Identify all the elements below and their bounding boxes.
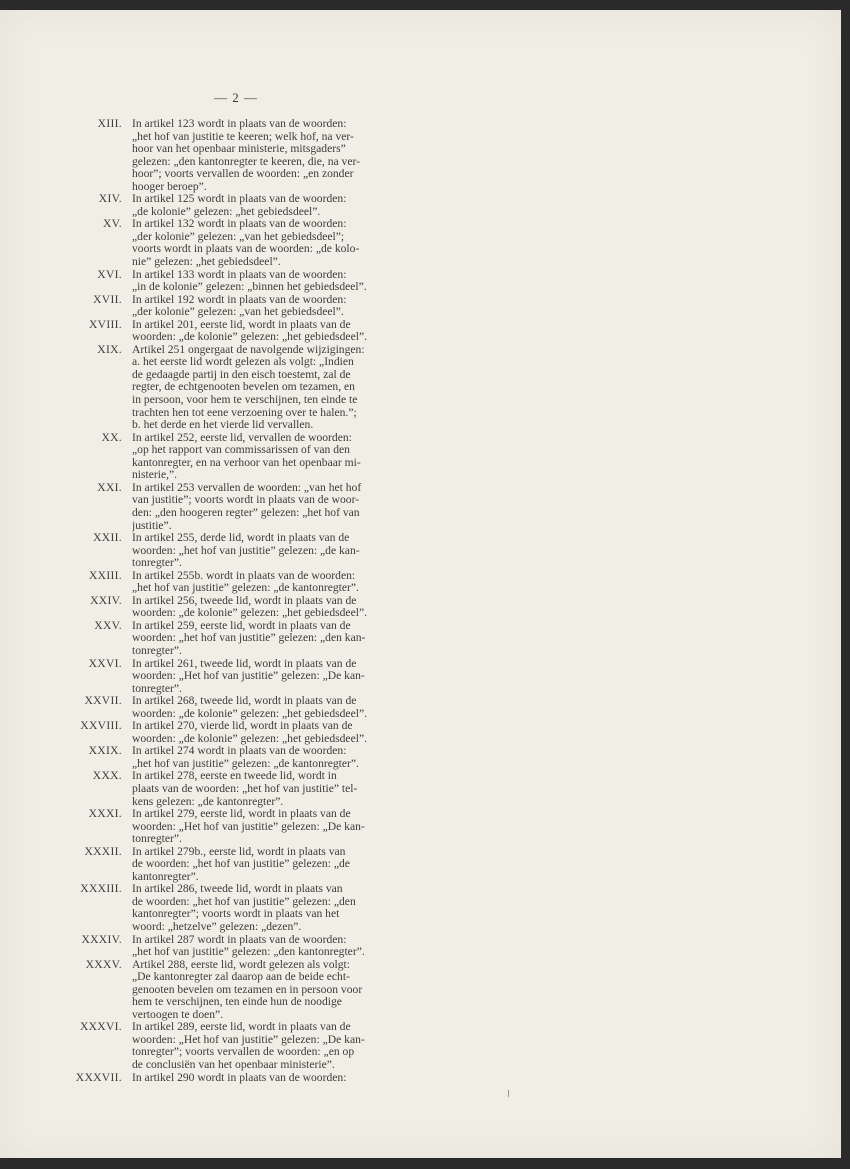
article-entry <box>60 883 420 933</box>
article-line: In artikel 253 vervallen de woorden: „van het hof <box>132 481 362 494</box>
article-line: gelezen: „den kantonregter te keeren, die, na ver- <box>132 155 360 168</box>
article-text <box>132 808 420 846</box>
article-text <box>132 934 420 959</box>
article-line: In artikel 255, derde lid, wordt in plaats van de <box>132 532 350 545</box>
article-text <box>132 532 420 570</box>
article-number: XXIII. <box>88 568 122 582</box>
article-entry <box>60 1021 420 1071</box>
article-line: tonregter”. <box>132 833 182 846</box>
article-line: In artikel 252, eerste lid, vervallen de woorden: <box>132 431 352 444</box>
article-number: XV. <box>102 217 122 231</box>
article-entry <box>60 218 420 268</box>
article-line: „het hof van justitie te keeren; welk hof, na ver- <box>132 130 354 143</box>
article-text <box>132 218 420 268</box>
article-entry <box>60 193 420 218</box>
article-line: „het hof van justitie” gelezen: „de kantonregter”. <box>132 757 359 770</box>
article-line: Artikel 288, eerste lid, wordt gelezen als volgt: <box>132 958 350 971</box>
article-line: In artikel 278, eerste en tweede lid, wordt in <box>132 770 337 783</box>
article-line: woorden: „het hof van justitie” gelezen: „de kan- <box>132 544 360 557</box>
article-line: „op het rapport van commissarissen of van den <box>132 444 350 457</box>
article-line: regter, de echtgenooten bevelen om tezamen, en <box>132 381 355 394</box>
article-list <box>60 118 420 1084</box>
article-entry <box>60 770 420 808</box>
article-line: nie” gelezen: „het gebiedsdeel”. <box>132 256 281 269</box>
article-text <box>132 319 420 344</box>
article-number: XVIII. <box>88 317 122 331</box>
article-number: XXXI. <box>88 807 122 821</box>
article-line: genooten bevelen om tezamen en in persoon voor <box>132 983 363 996</box>
article-entry <box>60 294 420 319</box>
article-line: In artikel 279b., eerste lid, wordt in plaats van <box>132 845 346 858</box>
article-line: „in de kolonie” gelezen: „binnen het gebiedsdeel”. <box>132 281 367 294</box>
article-entry <box>60 319 420 344</box>
article-entry <box>60 745 420 770</box>
article-entry <box>60 432 420 482</box>
article-entry <box>60 695 420 720</box>
article-line: de gedaagde partij in den eisch toestemt, zal de <box>132 368 351 381</box>
article-line: vertoogen te doen”. <box>132 1008 224 1021</box>
article-text <box>132 620 420 658</box>
article-text <box>132 432 420 482</box>
article-entry <box>60 620 420 658</box>
article-text <box>132 846 420 884</box>
article-line: de conclusiën van het openbaar ministerie”. <box>132 1059 335 1072</box>
article-line: kantonregter”; voorts wordt in plaats van het <box>132 908 340 921</box>
article-line: „De kantonregter zal daarop aan de beide echt- <box>132 971 350 984</box>
article-text <box>132 269 420 294</box>
article-number: XIX. <box>97 342 122 356</box>
article-line: in persoon, voor hem te verschijnen, ten einde te <box>132 394 358 407</box>
article-line: tonregter”. <box>132 682 182 695</box>
article-line: tonregter”; voorts vervallen de woorden: „en op <box>132 1046 355 1059</box>
article-line: kens gelezen: „de kantonregter”. <box>132 795 284 808</box>
article-line: justitie”. <box>132 519 172 532</box>
article-line: hooger beroep”. <box>132 180 207 193</box>
article-line: In artikel 268, tweede lid, wordt in plaats van de <box>132 695 357 708</box>
article-text <box>132 695 420 720</box>
document-page <box>0 10 841 1158</box>
article-number: XXXVI. <box>79 1020 122 1034</box>
article-number: XXIV. <box>90 593 122 607</box>
article-number: XXXVII. <box>75 1070 122 1084</box>
article-line: plaats van de woorden: „het hof van justitie” tel- <box>132 782 358 795</box>
article-text <box>132 770 420 808</box>
article-line: In artikel 270, vierde lid, wordt in plaats van de <box>132 720 353 733</box>
article-line: In artikel 289, eerste lid, wordt in plaats van de <box>132 1021 351 1034</box>
article-entry <box>60 570 420 595</box>
article-line: In artikel 259, eerste lid, wordt in plaats van de <box>132 619 351 632</box>
article-line: woorden: „het hof van justitie” gelezen: „den kan- <box>132 632 366 645</box>
article-line: In artikel 274 wordt in plaats van de woorden: <box>132 745 347 758</box>
article-line: de woorden: „het hof van justitie” gelezen: „de <box>132 858 350 871</box>
article-entry <box>60 595 420 620</box>
article-line: In artikel 133 wordt in plaats van de woorden: <box>132 268 347 281</box>
article-line: In artikel 256, tweede lid, wordt in plaats van de <box>132 594 357 607</box>
article-entry <box>60 720 420 745</box>
article-line: trachten hen tot eene verzoening over te halen.”; <box>132 406 357 419</box>
article-number: XXXV. <box>85 957 122 971</box>
article-entry <box>60 532 420 570</box>
article-number: XXIX. <box>88 744 122 758</box>
article-text <box>132 959 420 1022</box>
article-text <box>132 1072 420 1085</box>
article-entry <box>60 269 420 294</box>
article-line: voorts wordt in plaats van de woorden: „de kolo- <box>132 243 360 256</box>
article-entry <box>60 959 420 1022</box>
article-entry <box>60 482 420 532</box>
article-number: XXII. <box>93 531 122 545</box>
article-number: XX. <box>101 430 122 444</box>
article-line: In artikel 201, eerste lid, wordt in plaats van de <box>132 318 351 331</box>
article-number: XXVIII. <box>80 719 122 733</box>
article-text <box>132 294 420 319</box>
article-number: XXXIII. <box>80 882 122 896</box>
article-line: b. het derde en het vierde lid vervallen. <box>132 419 314 432</box>
article-entry <box>60 1072 420 1085</box>
article-number: XVII. <box>93 292 122 306</box>
article-line: „der kolonie” gelezen: „van het gebiedsdeel”; <box>132 230 345 243</box>
article-entry <box>60 658 420 696</box>
article-number: XIV. <box>98 192 122 206</box>
article-line: In artikel 192 wordt in plaats van de woorden: <box>132 293 347 306</box>
article-line: de woorden: „het hof van justitie” gelezen: „den <box>132 895 356 908</box>
article-line: In artikel 123 wordt in plaats van de woorden: <box>132 118 347 130</box>
article-line: woorden: „de kolonie” gelezen: „het gebiedsdeel”. <box>132 732 367 745</box>
article-line: In artikel 255b. wordt in plaats van de woorden: <box>132 569 356 582</box>
article-number: XXX. <box>92 769 122 783</box>
article-line: woorden: „de kolonie” gelezen: „het gebiedsdeel”. <box>132 607 367 620</box>
article-line: van justitie”; voorts wordt in plaats van de woor- <box>132 494 360 507</box>
article-line: woorden: „Het hof van justitie” gelezen: „De kan- <box>132 1033 365 1046</box>
article-line: In artikel 286, tweede lid, wordt in plaats van <box>132 883 343 896</box>
article-line: Artikel 251 ongergaat de navolgende wijzigingen: <box>132 343 365 356</box>
article-line: woorden: „de kolonie” gelezen: „het gebiedsdeel”. <box>132 707 367 720</box>
article-text <box>132 482 420 532</box>
article-number: XXVII. <box>84 694 122 708</box>
article-line: In artikel 125 wordt in plaats van de woorden: <box>132 193 347 206</box>
article-line: hoor van het openbaar ministerie, mitsgaders” <box>132 143 346 156</box>
article-line: hoor”; voorts vervallen de woorden: „en zonder <box>132 168 354 181</box>
article-text <box>132 883 420 933</box>
article-line: „het hof van justitie” gelezen: „den kantonregter”. <box>132 946 365 959</box>
article-line: kantonregter”. <box>132 870 199 883</box>
article-line: In artikel 290 wordt in plaats van de woorden: <box>132 1071 347 1084</box>
article-line: In artikel 279, eerste lid, wordt in plaats van de <box>132 808 351 821</box>
article-line: kantonregter, en na verhoor van het openbaar mi- <box>132 456 361 469</box>
article-text <box>132 118 420 193</box>
article-number: XXVI. <box>88 656 122 670</box>
article-number: XXXIV. <box>81 932 122 946</box>
article-entry <box>60 934 420 959</box>
article-line: In artikel 287 wordt in plaats van de woorden: <box>132 933 347 946</box>
article-number: XIII. <box>97 117 122 130</box>
article-text <box>132 570 420 595</box>
article-line: a. het eerste lid wordt gelezen als volgt: „Indien <box>132 356 354 369</box>
article-line: woorden: „Het hof van justitie” gelezen: „De kan- <box>132 820 365 833</box>
article-line: nisterie,”. <box>132 469 178 482</box>
article-number: XXV. <box>94 618 122 632</box>
article-text <box>132 745 420 770</box>
article-text <box>132 720 420 745</box>
article-entry <box>60 808 420 846</box>
article-line: tonregter”. <box>132 557 182 570</box>
article-line: hem te verschijnen, ten einde hun de noodige <box>132 996 342 1009</box>
article-text <box>132 344 420 432</box>
article-line: woord: „hetzelve” gelezen: „dezen”. <box>132 921 302 933</box>
article-text <box>132 658 420 696</box>
article-line: den: „den hoogeren regter” gelezen: „het hof van <box>132 506 360 519</box>
article-text <box>132 193 420 218</box>
page-number: — 2 — <box>214 90 258 105</box>
article-line: woorden: „Het hof van justitie” gelezen: „De kan- <box>132 670 365 683</box>
article-number: XXI. <box>97 480 122 494</box>
article-line: „der kolonie” gelezen: „van het gebiedsdeel”. <box>132 306 344 319</box>
article-line: „het hof van justitie” gelezen: „de kantonregter”. <box>132 582 359 595</box>
paper-mark <box>508 1090 509 1097</box>
article-line: tonregter”. <box>132 644 182 657</box>
article-number: XVI. <box>97 267 122 281</box>
article-entry <box>60 344 420 432</box>
article-entry <box>60 846 420 884</box>
article-text <box>132 595 420 620</box>
article-line: In artikel 261, tweede lid, wordt in plaats van de <box>132 657 357 670</box>
article-line: „de kolonie” gelezen: „het gebiedsdeel”. <box>132 205 321 218</box>
article-entry <box>60 118 420 193</box>
article-text <box>132 1021 420 1071</box>
article-line: In artikel 132 wordt in plaats van de woorden: <box>132 218 347 231</box>
article-line: woorden: „de kolonie” gelezen: „het gebiedsdeel”. <box>132 331 367 344</box>
article-number: XXXII. <box>84 844 122 858</box>
